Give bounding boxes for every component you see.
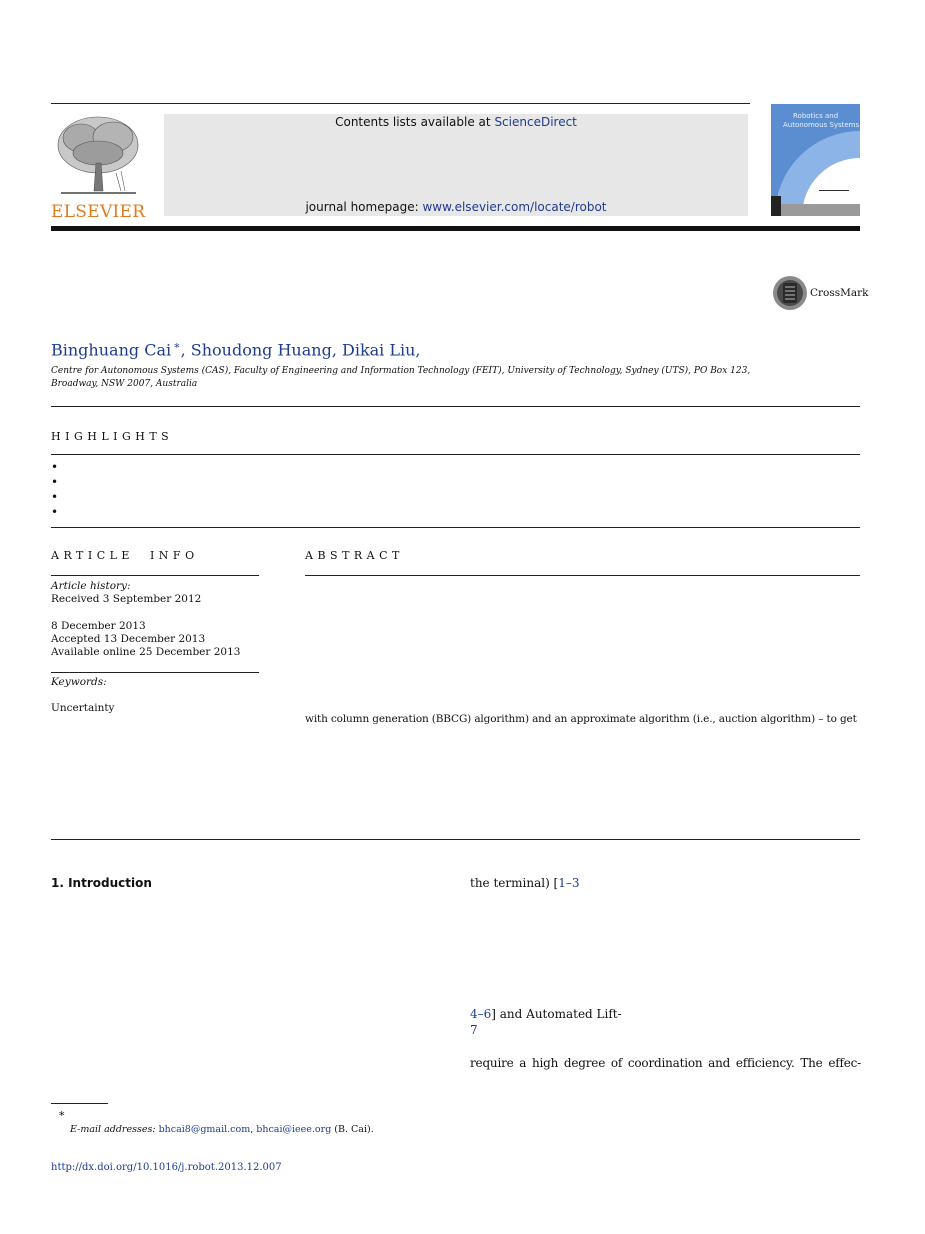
footnote-star: ∗ [58,1107,66,1120]
author-others: , Shoudong Huang, Dikai Liu, [180,340,421,360]
crossmark-icon [772,275,808,311]
email-suffix: (B. Cai). [331,1124,374,1135]
email-link-2[interactable]: bhcai@ieee.org [256,1124,332,1135]
highlight-bullet: • [51,460,59,474]
header-top-rule [51,103,750,104]
tree-icon [51,113,146,198]
revised-date: 8 December 2013 [51,619,146,632]
article-history [51,580,240,659]
highlights-heading: HIGHLIGHTS [51,430,174,443]
corresponding-author-star[interactable]: ∗ [173,339,181,352]
author-primary[interactable]: Binghuang Cai [51,340,172,360]
received-date: Received 3 September 2012 [51,593,202,606]
highlight-bullet: • [51,475,59,489]
sciencedirect-link[interactable]: ScienceDirect [494,115,577,129]
homepage-line [164,200,748,214]
highlights-rule [51,454,860,455]
intro-right-line-3 [470,1023,478,1037]
intro-text: ] and Automated Lift- [491,1007,622,1021]
keywords [51,676,114,716]
front-matter-bottom-rule [51,839,860,840]
footnote-rule [51,1103,108,1104]
highlights-bottom-rule [51,527,860,528]
author-line [51,339,421,359]
intro-right-line-1 [470,876,580,890]
cover-title-2: Autonomous Systems [783,121,860,129]
reference-link-4-6[interactable]: 4–6 [470,1007,492,1021]
crossmark-badge[interactable] [772,275,869,311]
doi-link[interactable]: http://dx.doi.org/10.1016/j.robot.2013.12.007 [51,1162,282,1173]
authors-bottom-rule [51,406,860,407]
intro-right-line-2 [470,1007,622,1021]
journal-homepage-link[interactable]: www.elsevier.com/locate/robot [422,200,607,214]
keyword-item: Uncertainty [51,702,115,715]
contents-line [164,115,748,129]
abstract-heading: ABSTRACT [305,549,404,562]
affiliation-line-2: Broadway, NSW 2007, Australia [51,379,198,389]
affiliation [51,365,750,391]
abstract-text-line: with column generation (BBCG) algorithm) and an approximate algorithm (i.e., auction algorithm) – to get [305,713,857,725]
highlight-bullet: • [51,490,59,504]
publisher-name: ELSEVIER [51,202,146,222]
article-info-rule [51,575,259,576]
header-thick-rule [51,226,860,231]
article-info-heading: ARTICLE INFO [51,549,199,562]
keywords-label: Keywords: [51,676,107,688]
email-label: E-mail addresses: [70,1124,159,1135]
reference-link-1-3[interactable]: 1–3 [558,876,580,890]
highlights-list [51,460,58,520]
elsevier-logo [51,113,146,222]
accepted-date: Accepted 13 December 2013 [51,632,206,645]
history-label: Article history: [51,580,131,592]
email-separator: , [250,1124,257,1135]
intro-right-line-4: require a high degree of coordination and efficiency. The effec- [470,1056,861,1070]
highlight-bullet: • [51,505,59,519]
reference-link-7[interactable]: 7 [470,1023,478,1037]
homepage-prefix: journal homepage: [305,200,423,214]
intro-text: the terminal) [ [470,876,559,890]
email-link-1[interactable]: bhcai8@gmail.com [158,1124,251,1135]
footnote-emails [70,1124,374,1135]
contents-prefix: Contents lists available at [335,115,495,129]
keywords-rule [51,672,259,673]
cover-title-1: Robotics and [793,112,839,120]
crossmark-label: CrossMark [810,287,869,299]
abstract-rule [305,575,860,576]
journal-cover [771,104,860,216]
introduction-heading: 1. Introduction [51,876,152,890]
online-date: Available online 25 December 2013 [51,646,241,659]
affiliation-line-1: Centre for Autonomous Systems (CAS), Faculty of Engineering and Information Technology (FEIT), University of Technology, Sydney (UTS), PO Box 123, [51,366,751,376]
